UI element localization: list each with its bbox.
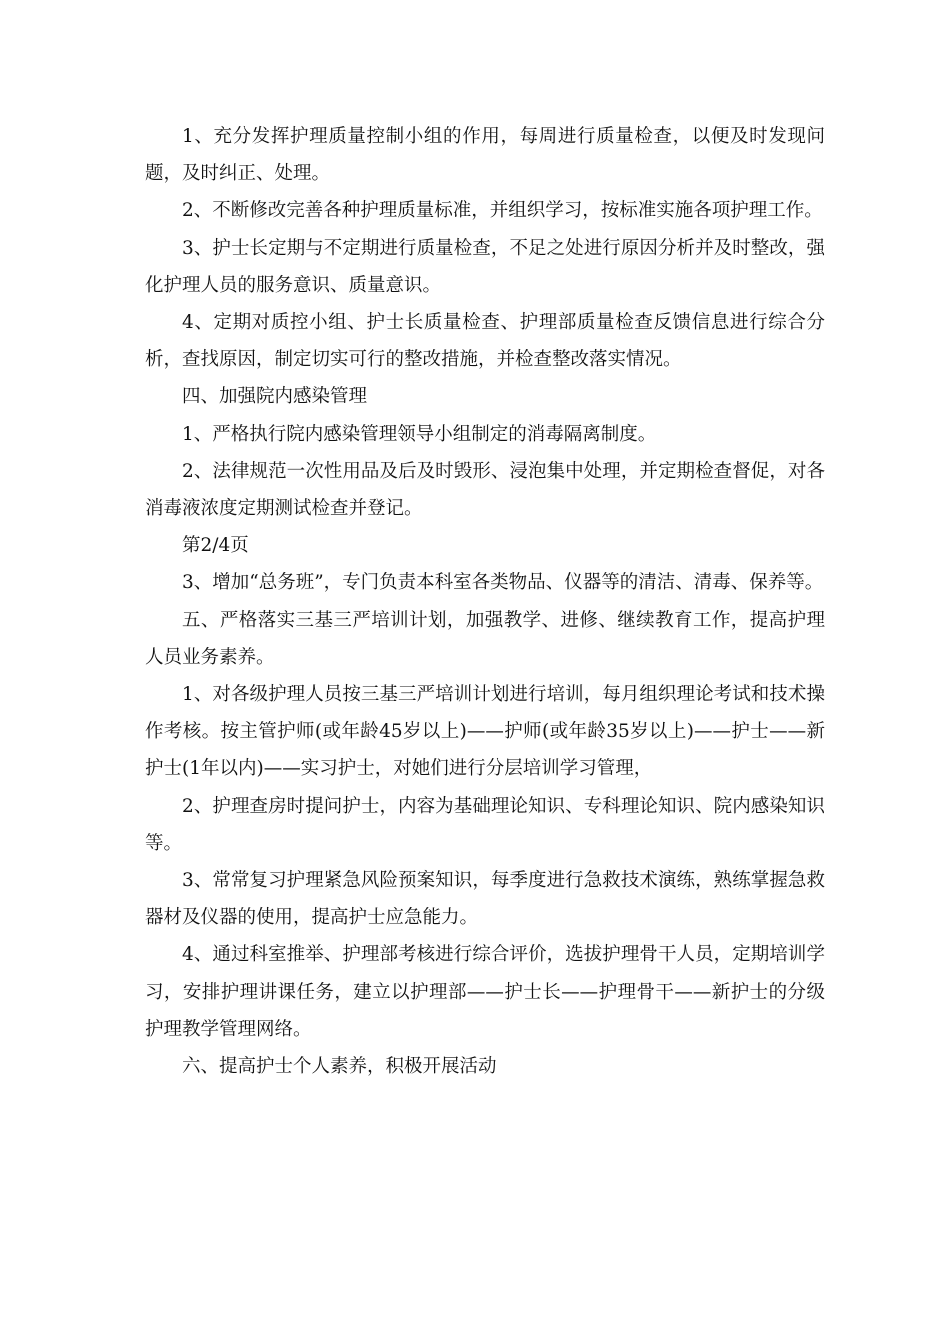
paragraph-emergency-drills: 3、常常复习护理紧急风险预案知识，每季度进行急救技术演练，熟练掌握急救器材及仪器的使用，提高护士应急能力。 — [145, 870, 825, 929]
paragraph-disposables-handling: 2、法律规范一次性用品及后及时毁形、浸泡集中处理，并定期检查督促，对各消毒液浓度定期测试检查并登记。 — [145, 460, 825, 520]
section-heading-training-plan: 五、严格落实三基三严培训计划，加强教学、进修、继续教育工作，提高护理人员业务素养。 — [145, 609, 825, 668]
page-number: 第2/4页 — [182, 535, 249, 557]
paragraph-tiered-training: 1、对各级护理人员按三基三严培训计划进行培训，每月组织理论考试和技术操作考核。按主管护师(或年龄45岁以上)——护师(或年龄35岁以上)——护士——新护士(1年以内)——实习护士，对她们进行分层培训学习管理， — [145, 684, 825, 780]
paragraph-disinfection-system: 1、严格执行院内感染管理领导小组制定的消毒隔离制度。 — [182, 423, 657, 445]
paragraph-feedback-analysis: 4、定期对质控小组、护士长质量检查、护理部质量检查反馈信息进行综合分析，查找原因，制定切实可行的整改措施，并检查整改落实情况。 — [145, 312, 825, 371]
paragraph-backbone-selection: 4、通过科室推举、护理部考核进行综合评价，选拔护理骨干人员，定期培训学习，安排护理讲课任务，建立以护理部——护士长——护理骨干——新护士的分级护理教学管理网络。 — [145, 944, 825, 1040]
paragraph-quality-standards: 2、不断修改完善各种护理质量标准，并组织学习，按标准实施各项护理工作。 — [182, 200, 823, 222]
section-heading-personal-quality: 六、提高护士个人素养，积极开展活动 — [182, 1056, 497, 1078]
document-body — [145, 118, 825, 1085]
paragraph-quality-control-group: 1、充分发挥护理质量控制小组的作用，每周进行质量检查，以便及时发现问题，及时纠正、处理。 — [145, 126, 825, 185]
paragraph-general-affairs-shift: 3、增加“总务班”，专门负责本科室各类物品、仪器等的清洁、清毒、保养等。 — [182, 572, 824, 594]
section-heading-infection-control: 四、加强院内感染管理 — [182, 386, 368, 408]
paragraph-ward-round-questions: 2、护理查房时提问护士，内容为基础理论知识、专科理论知识、院内感染知识等。 — [145, 795, 825, 854]
paragraph-head-nurse-inspection: 3、护士长定期与不定期进行质量检查，不足之处进行原因分析并及时整改，强化护理人员的服务意识、质量意识。 — [145, 237, 825, 296]
